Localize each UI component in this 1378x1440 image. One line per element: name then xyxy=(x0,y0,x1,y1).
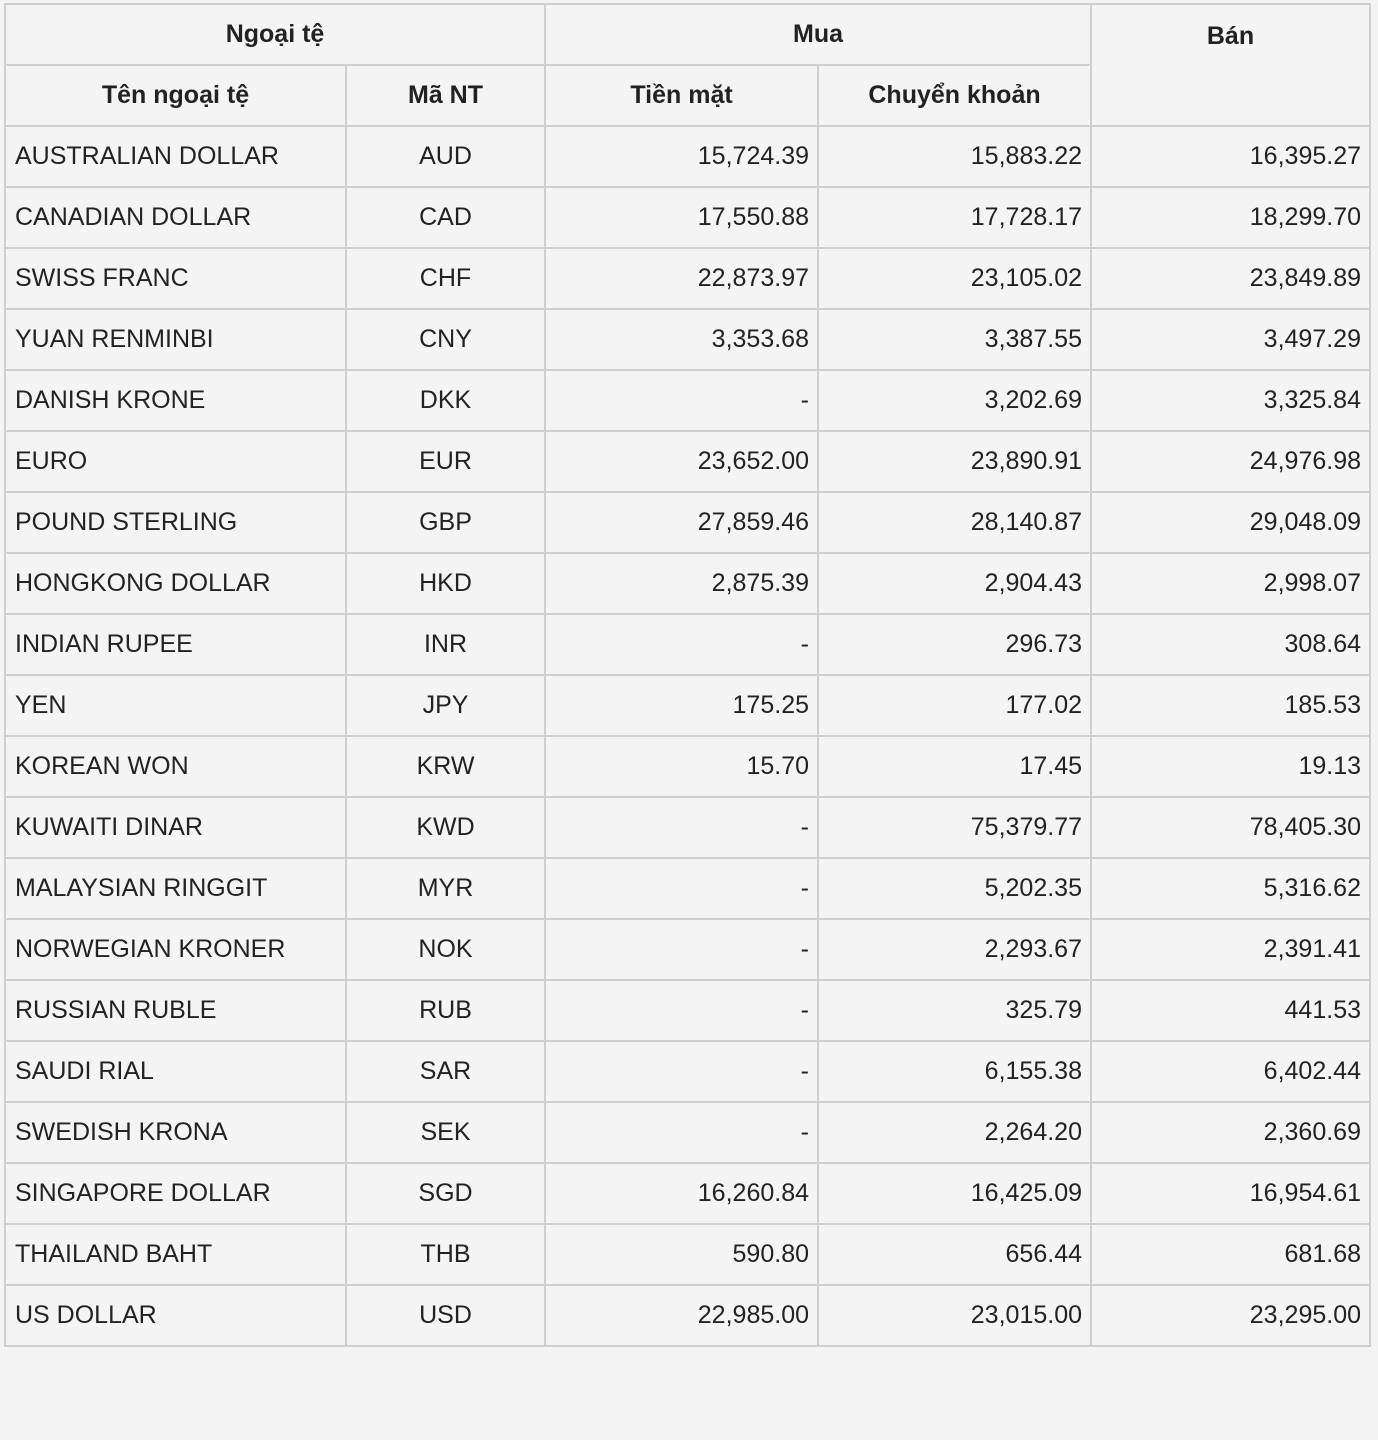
table-row xyxy=(5,919,1370,980)
buy-transfer-cell: 28,140.87 xyxy=(818,492,1091,553)
currency-name-cell: INDIAN RUPEE xyxy=(5,614,346,675)
table-row xyxy=(5,126,1370,187)
currency-code-cell: SGD xyxy=(346,1163,545,1224)
currency-code-cell: MYR xyxy=(346,858,545,919)
currency-code-cell: CHF xyxy=(346,248,545,309)
currency-code-cell: SEK xyxy=(346,1102,545,1163)
currency-name-cell: SAUDI RIAL xyxy=(5,1041,346,1102)
buy-transfer-cell: 75,379.77 xyxy=(818,797,1091,858)
buy-transfer-cell: 3,387.55 xyxy=(818,309,1091,370)
currency-name-cell: AUSTRALIAN DOLLAR xyxy=(5,126,346,187)
buy-cash-cell: 3,353.68 xyxy=(545,309,818,370)
currency-name-cell: EURO xyxy=(5,431,346,492)
currency-code-cell: DKK xyxy=(346,370,545,431)
buy-transfer-cell: 177.02 xyxy=(818,675,1091,736)
buy-transfer-cell: 15,883.22 xyxy=(818,126,1091,187)
buy-transfer-cell: 2,293.67 xyxy=(818,919,1091,980)
currency-code-cell: INR xyxy=(346,614,545,675)
currency-code-cell: USD xyxy=(346,1285,545,1346)
currency-code-cell: EUR xyxy=(346,431,545,492)
buy-transfer-cell: 656.44 xyxy=(818,1224,1091,1285)
header-buy-cash: Tiền mặt xyxy=(545,65,818,126)
header-currency-group: Ngoại tệ xyxy=(5,4,545,65)
sell-cell: 23,849.89 xyxy=(1091,248,1370,309)
table-row xyxy=(5,980,1370,1041)
header-sell: Bán xyxy=(1091,4,1370,126)
table-row xyxy=(5,1224,1370,1285)
buy-cash-cell: 17,550.88 xyxy=(545,187,818,248)
currency-code-cell: KWD xyxy=(346,797,545,858)
buy-transfer-cell: 17,728.17 xyxy=(818,187,1091,248)
sell-cell: 441.53 xyxy=(1091,980,1370,1041)
buy-cash-cell: 175.25 xyxy=(545,675,818,736)
sell-cell: 23,295.00 xyxy=(1091,1285,1370,1346)
buy-cash-cell: 2,875.39 xyxy=(545,553,818,614)
sell-cell: 19.13 xyxy=(1091,736,1370,797)
table-row xyxy=(5,370,1370,431)
buy-transfer-cell: 296.73 xyxy=(818,614,1091,675)
currency-name-cell: SWEDISH KRONA xyxy=(5,1102,346,1163)
exchange-rate-table-container xyxy=(4,3,1371,1347)
currency-code-cell: RUB xyxy=(346,980,545,1041)
buy-cash-cell: 27,859.46 xyxy=(545,492,818,553)
buy-cash-cell: - xyxy=(545,1041,818,1102)
buy-transfer-cell: 5,202.35 xyxy=(818,858,1091,919)
table-row xyxy=(5,736,1370,797)
buy-cash-cell: - xyxy=(545,614,818,675)
sell-cell: 5,316.62 xyxy=(1091,858,1370,919)
sell-cell: 16,954.61 xyxy=(1091,1163,1370,1224)
currency-code-cell: JPY xyxy=(346,675,545,736)
currency-name-cell: NORWEGIAN KRONER xyxy=(5,919,346,980)
exchange-rate-table xyxy=(4,3,1371,1347)
buy-cash-cell: - xyxy=(545,919,818,980)
currency-name-cell: HONGKONG DOLLAR xyxy=(5,553,346,614)
buy-cash-cell: 15,724.39 xyxy=(545,126,818,187)
currency-name-cell: SWISS FRANC xyxy=(5,248,346,309)
currency-name-cell: POUND STERLING xyxy=(5,492,346,553)
table-row xyxy=(5,1102,1370,1163)
buy-transfer-cell: 16,425.09 xyxy=(818,1163,1091,1224)
table-row xyxy=(5,248,1370,309)
buy-cash-cell: - xyxy=(545,797,818,858)
currency-name-cell: THAILAND BAHT xyxy=(5,1224,346,1285)
table-row xyxy=(5,1285,1370,1346)
buy-transfer-cell: 23,890.91 xyxy=(818,431,1091,492)
currency-code-cell: SAR xyxy=(346,1041,545,1102)
header-buy-group: Mua xyxy=(545,4,1091,65)
table-row xyxy=(5,309,1370,370)
table-header xyxy=(5,4,1370,126)
sell-cell: 3,325.84 xyxy=(1091,370,1370,431)
buy-transfer-cell: 2,264.20 xyxy=(818,1102,1091,1163)
buy-cash-cell: 22,873.97 xyxy=(545,248,818,309)
sell-cell: 18,299.70 xyxy=(1091,187,1370,248)
currency-name-cell: SINGAPORE DOLLAR xyxy=(5,1163,346,1224)
table-row xyxy=(5,858,1370,919)
table-row xyxy=(5,797,1370,858)
currency-code-cell: HKD xyxy=(346,553,545,614)
currency-code-cell: CAD xyxy=(346,187,545,248)
currency-code-cell: GBP xyxy=(346,492,545,553)
buy-cash-cell: 23,652.00 xyxy=(545,431,818,492)
sell-cell: 185.53 xyxy=(1091,675,1370,736)
table-row xyxy=(5,492,1370,553)
sell-cell: 29,048.09 xyxy=(1091,492,1370,553)
buy-transfer-cell: 17.45 xyxy=(818,736,1091,797)
currency-name-cell: DANISH KRONE xyxy=(5,370,346,431)
currency-name-cell: CANADIAN DOLLAR xyxy=(5,187,346,248)
currency-code-cell: CNY xyxy=(346,309,545,370)
buy-cash-cell: 590.80 xyxy=(545,1224,818,1285)
buy-cash-cell: - xyxy=(545,370,818,431)
buy-cash-cell: 22,985.00 xyxy=(545,1285,818,1346)
table-row xyxy=(5,675,1370,736)
currency-code-cell: THB xyxy=(346,1224,545,1285)
buy-cash-cell: - xyxy=(545,858,818,919)
buy-cash-cell: 15.70 xyxy=(545,736,818,797)
table-row xyxy=(5,431,1370,492)
header-currency-name: Tên ngoại tệ xyxy=(5,65,346,126)
currency-name-cell: US DOLLAR xyxy=(5,1285,346,1346)
sell-cell: 2,391.41 xyxy=(1091,919,1370,980)
buy-cash-cell: - xyxy=(545,1102,818,1163)
buy-transfer-cell: 325.79 xyxy=(818,980,1091,1041)
header-buy-transfer: Chuyển khoản xyxy=(818,65,1091,126)
table-body xyxy=(5,126,1370,1346)
sell-cell: 2,998.07 xyxy=(1091,553,1370,614)
buy-cash-cell: 16,260.84 xyxy=(545,1163,818,1224)
header-row-group xyxy=(5,4,1370,65)
currency-name-cell: YEN xyxy=(5,675,346,736)
sell-cell: 16,395.27 xyxy=(1091,126,1370,187)
sell-cell: 78,405.30 xyxy=(1091,797,1370,858)
currency-name-cell: MALAYSIAN RINGGIT xyxy=(5,858,346,919)
currency-name-cell: KOREAN WON xyxy=(5,736,346,797)
header-currency-code: Mã NT xyxy=(346,65,545,126)
currency-code-cell: NOK xyxy=(346,919,545,980)
sell-cell: 681.68 xyxy=(1091,1224,1370,1285)
currency-code-cell: AUD xyxy=(346,126,545,187)
buy-transfer-cell: 23,015.00 xyxy=(818,1285,1091,1346)
sell-cell: 2,360.69 xyxy=(1091,1102,1370,1163)
buy-transfer-cell: 2,904.43 xyxy=(818,553,1091,614)
buy-transfer-cell: 23,105.02 xyxy=(818,248,1091,309)
buy-cash-cell: - xyxy=(545,980,818,1041)
table-row xyxy=(5,553,1370,614)
table-row xyxy=(5,614,1370,675)
currency-name-cell: YUAN RENMINBI xyxy=(5,309,346,370)
sell-cell: 3,497.29 xyxy=(1091,309,1370,370)
currency-code-cell: KRW xyxy=(346,736,545,797)
sell-cell: 308.64 xyxy=(1091,614,1370,675)
currency-name-cell: RUSSIAN RUBLE xyxy=(5,980,346,1041)
table-row xyxy=(5,1041,1370,1102)
buy-transfer-cell: 3,202.69 xyxy=(818,370,1091,431)
buy-transfer-cell: 6,155.38 xyxy=(818,1041,1091,1102)
table-row xyxy=(5,1163,1370,1224)
currency-name-cell: KUWAITI DINAR xyxy=(5,797,346,858)
sell-cell: 6,402.44 xyxy=(1091,1041,1370,1102)
sell-cell: 24,976.98 xyxy=(1091,431,1370,492)
table-row xyxy=(5,187,1370,248)
